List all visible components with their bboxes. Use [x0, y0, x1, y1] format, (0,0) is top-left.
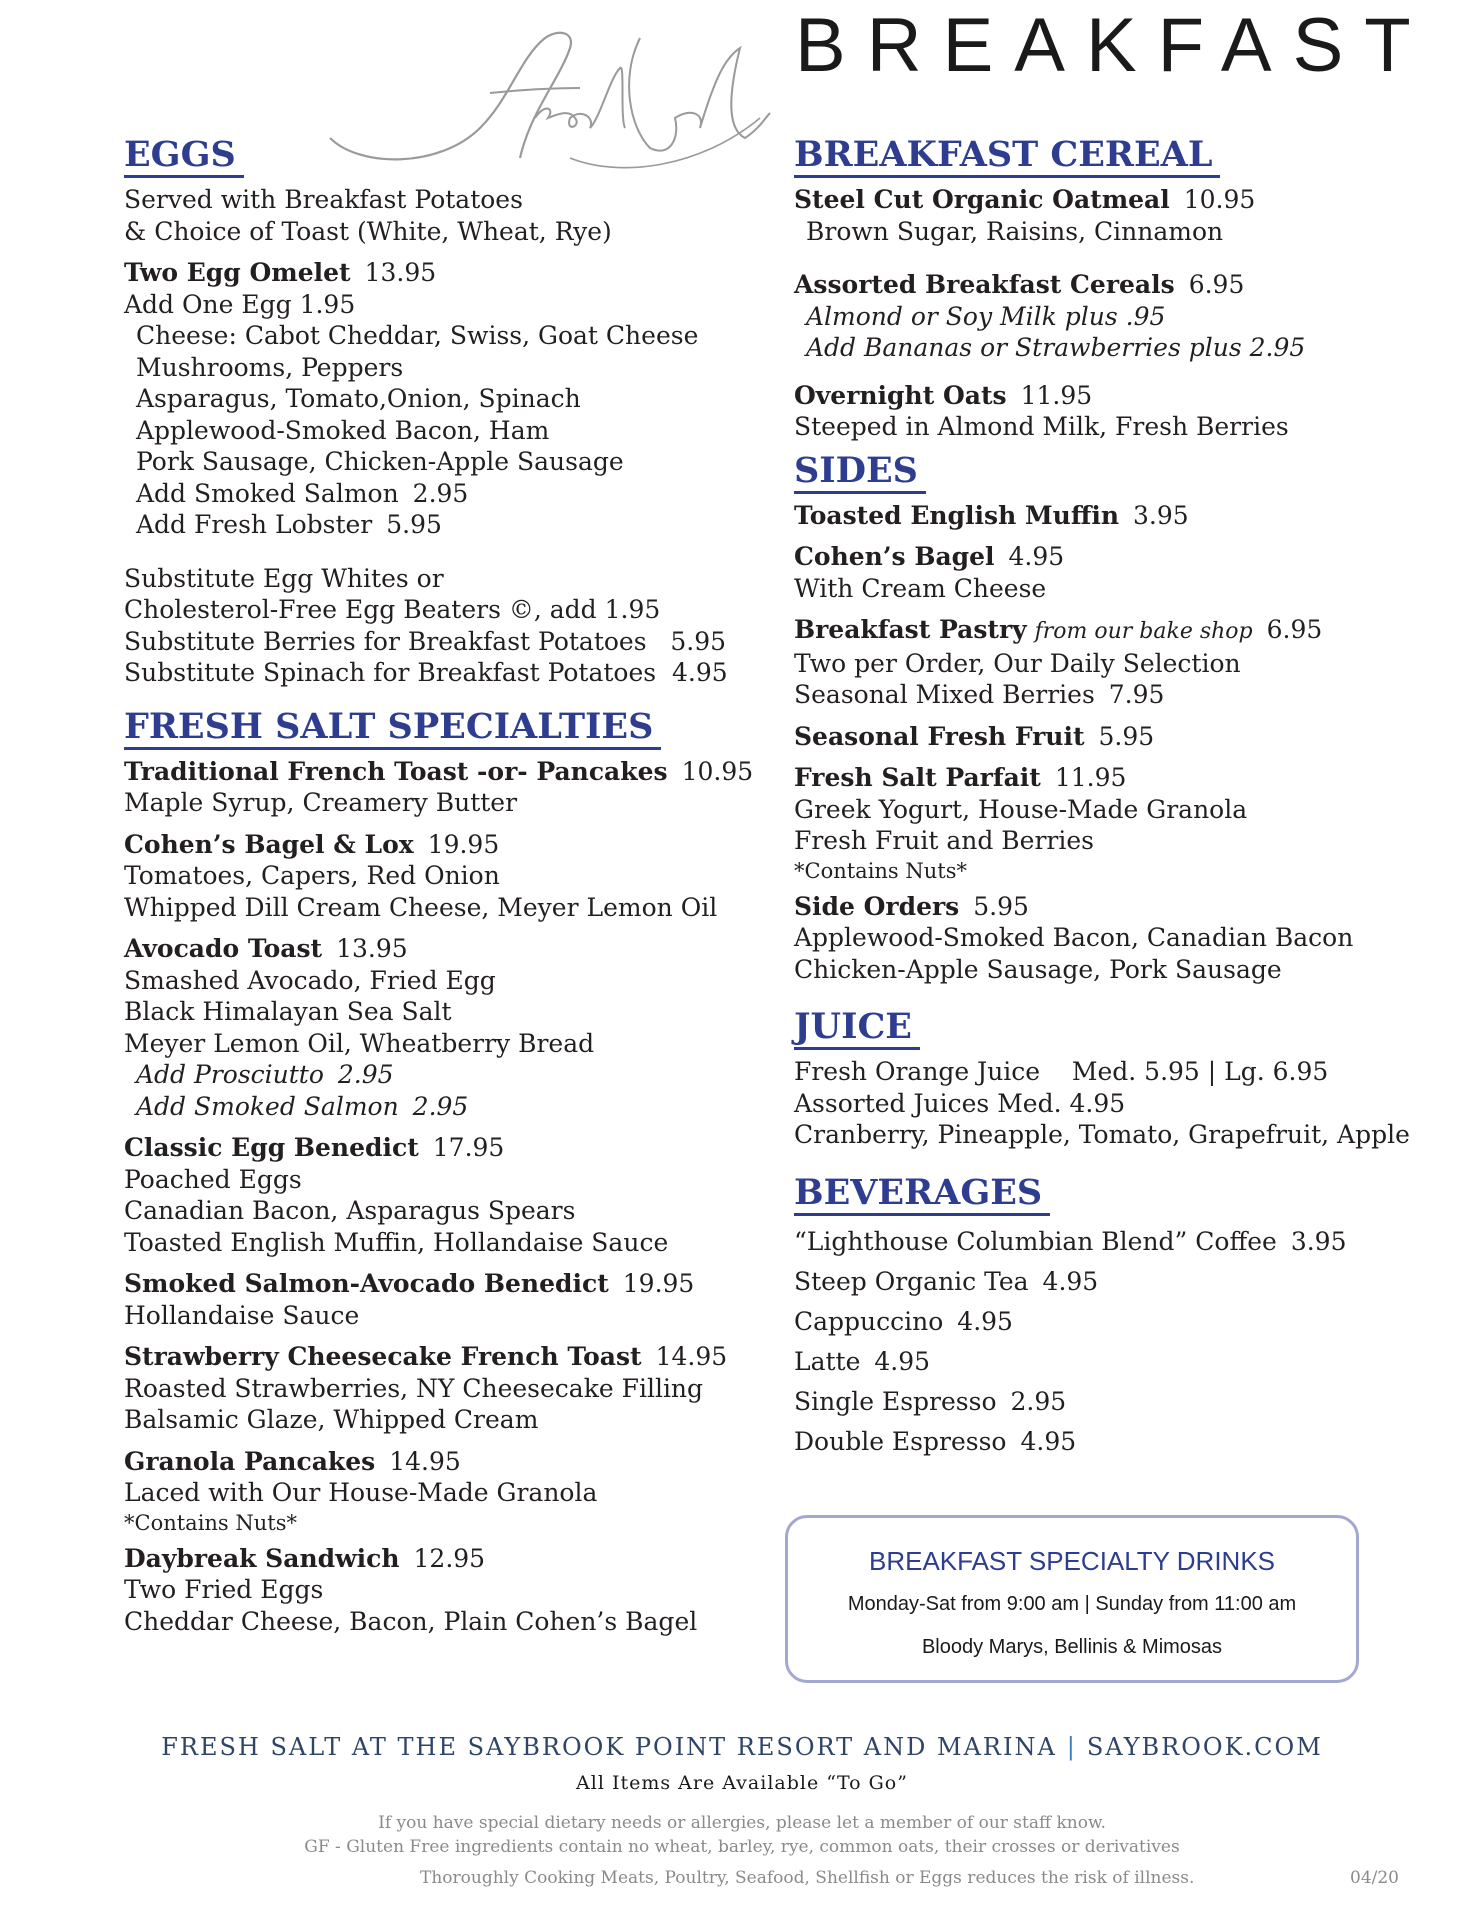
venue-name: FRESH SALT AT THE SAYBROOK POINT RESORT AND MARINA: [161, 1733, 1057, 1761]
item-description: Whipped Dill Cream Cheese, Meyer Lemon Oil: [124, 892, 718, 922]
website-link[interactable]: SAYBROOK.COM: [1086, 1733, 1323, 1761]
gluten-free-note: GF - Gluten Free ingredients contain no wheat, barley, rye, common oats, their crosses or derivatives: [304, 1837, 1180, 1857]
item-addon: Add Smoked Salmon 2.95: [136, 1091, 469, 1121]
menu-item-breakfast-pastry: Breakfast Pastry from our bake shop 6.95: [794, 615, 1323, 644]
item-description: Meyer Lemon Oil, Wheatberry Bread: [124, 1028, 595, 1058]
section-title-specialties: FRESH SALT SPECIALTIES: [124, 707, 661, 750]
item-description: Smashed Avocado, Fried Egg: [124, 965, 496, 995]
menu-item-english-muffin: Toasted English Muffin 3.95: [794, 500, 1189, 530]
left-column: [124, 135, 764, 1637]
footer-venue-line: [0, 1733, 1484, 1761]
menu-item-cereals: Assorted Breakfast Cereals 6.95: [794, 270, 1245, 299]
item-description: Fresh Fruit and Berries: [794, 826, 1094, 855]
substitute-line: Substitute Berries for Breakfast Potatoes 5.95: [124, 626, 727, 656]
juice-line: Fresh Orange Juice Med. 5.95 | Lg. 6.95: [794, 1057, 1329, 1086]
substitute-line: Substitute Spinach for Breakfast Potatoes 4.95: [124, 658, 728, 687]
right-column: [794, 134, 1410, 1462]
item-description: Laced with Our House-Made Granola: [124, 1478, 598, 1507]
allergy-note: *Contains Nuts*: [794, 858, 968, 883]
item-option: Almond or Soy Milk plus .95: [806, 301, 1166, 331]
menu-item-bagel-lox: Cohen’s Bagel & Lox 19.95: [124, 829, 500, 859]
substitute-line: Substitute Egg Whites or: [124, 563, 444, 593]
food-safety-note: Thoroughly Cooking Meats, Poultry, Seafood, Shellfish or Eggs reduces the risk of illness.: [420, 1868, 1195, 1888]
to-go-note: All Items Are Available “To Go”: [576, 1772, 908, 1794]
specialty-drinks-list: Bloody Marys, Bellinis & Mimosas: [921, 1636, 1223, 1658]
allergy-note: *Contains Nuts*: [124, 1510, 298, 1535]
item-description: Two per Order, Our Daily Selection: [794, 648, 1241, 678]
section-title-eggs: EGGS: [124, 135, 244, 178]
juice-line: Cranberry, Pineapple, Tomato, Grapefruit, Apple: [794, 1120, 1410, 1149]
beverage-item: Cappuccino 4.95: [794, 1306, 1013, 1336]
section-title-beverages: BEVERAGES: [794, 1173, 1050, 1216]
add-fresh-lobster: Add Fresh Lobster 5.95: [136, 510, 442, 539]
seasonal-mixed-berries: Seasonal Mixed Berries 7.95: [794, 680, 1165, 709]
eggs-intro-line: & Choice of Toast (White, Wheat, Rye): [124, 216, 612, 246]
beverage-item: Latte 4.95: [794, 1346, 931, 1376]
menu-item-avocado-toast: Avocado Toast 13.95: [124, 934, 408, 963]
menu-item-parfait: Fresh Salt Parfait 11.95: [794, 763, 1127, 792]
specialty-drinks-title: BREAKFAST SPECIALTY DRINKS: [868, 1546, 1276, 1576]
omelet-option: Cheese: Cabot Cheddar, Swiss, Goat Cheese: [136, 321, 699, 350]
section-title-juice: JUICE: [794, 1007, 920, 1050]
menu-item-fresh-fruit: Seasonal Fresh Fruit 5.95: [794, 721, 1155, 751]
section-title-sides: SIDES: [794, 451, 926, 494]
page-title: BREAKFAST: [795, 3, 1432, 88]
omelet-option: Applewood-Smoked Bacon, Ham: [136, 415, 550, 445]
item-description: Cheddar Cheese, Bacon, Plain Cohen’s Bagel: [124, 1606, 698, 1636]
item-addon: Add Prosciutto 2.95: [136, 1060, 394, 1089]
item-description: Steeped in Almond Milk, Fresh Berries: [794, 412, 1289, 441]
beverage-item: Steep Organic Tea 4.95: [794, 1266, 1099, 1296]
item-price: 13.95: [364, 258, 437, 287]
item-description: Balsamic Glaze, Whipped Cream: [124, 1405, 539, 1434]
item-description: Tomatoes, Capers, Red Onion: [124, 861, 500, 890]
footer-separator: |: [1066, 1733, 1077, 1761]
item-description: Two Fried Eggs: [124, 1575, 324, 1604]
specialty-drinks-hours: Monday-Sat from 9:00 am | Sunday from 11:00 am: [847, 1593, 1297, 1615]
item-description: Applewood-Smoked Bacon, Canadian Bacon: [794, 923, 1354, 952]
logo-text: Fresh Salt: [320, 18, 326, 19]
item-description: With Cream Cheese: [794, 573, 1047, 603]
item-description: Hollandaise Sauce: [124, 1300, 360, 1330]
omelet-option: Pork Sausage, Chicken-Apple Sausage: [136, 447, 624, 476]
beverage-item: Single Espresso 2.95: [794, 1386, 1067, 1416]
item-description: Poached Eggs: [124, 1164, 302, 1194]
item-name: Two Egg Omelet: [124, 258, 351, 287]
menu-item-cohens-bagel: Cohen’s Bagel 4.95: [794, 542, 1065, 571]
eggs-intro-line: Served with Breakfast Potatoes: [124, 185, 523, 214]
beverage-item: “Lighthouse Columbian Blend” Coffee 3.95: [794, 1226, 1347, 1256]
specialty-drinks-box: [785, 1515, 1359, 1683]
menu-item-daybreak-sandwich: Daybreak Sandwich 12.95: [124, 1543, 486, 1573]
item-description: Greek Yogurt, House-Made Granola: [794, 794, 1248, 824]
beverage-item: Double Espresso 4.95: [794, 1426, 1077, 1456]
menu-date: 04/20: [1350, 1868, 1399, 1888]
item-description: Black Himalayan Sea Salt: [124, 997, 452, 1026]
juice-line: Assorted Juices Med. 4.95: [794, 1088, 1126, 1118]
menu-item-salmon-benedict: Smoked Salmon-Avocado Benedict 19.95: [124, 1269, 695, 1298]
menu-item-cheesecake-french-toast: Strawberry Cheesecake French Toast 14.95: [124, 1342, 728, 1371]
substitute-line: Cholesterol-Free Egg Beaters ©, add 1.95: [124, 595, 661, 624]
menu-item-side-orders: Side Orders 5.95: [794, 891, 1029, 921]
item-description: Maple Syrup, Creamery Butter: [124, 788, 518, 817]
item-description: Toasted English Muffin, Hollandaise Sauce: [124, 1227, 669, 1257]
menu-item-overnight-oats: Overnight Oats 11.95: [794, 380, 1093, 410]
add-one-egg: Add One Egg 1.95: [124, 289, 356, 319]
menu-item-french-toast: Traditional French Toast -or- Pancakes 10.95: [124, 756, 754, 786]
menu-item-granola-pancakes: Granola Pancakes 14.95: [124, 1446, 461, 1476]
dietary-note: If you have special dietary needs or allergies, please let a member of our staff know.: [378, 1813, 1106, 1833]
item-description: Roasted Strawberries, NY Cheesecake Filling: [124, 1373, 704, 1403]
menu-item-omelet: [124, 257, 764, 289]
item-description: Brown Sugar, Raisins, Cinnamon: [806, 216, 1224, 246]
item-description: Chicken-Apple Sausage, Pork Sausage: [794, 954, 1282, 984]
omelet-option: Asparagus, Tomato,Onion, Spinach: [136, 384, 581, 413]
add-smoked-salmon: Add Smoked Salmon 2.95: [136, 478, 469, 508]
menu-item-egg-benedict: Classic Egg Benedict 17.95: [124, 1133, 505, 1162]
item-description: Canadian Bacon, Asparagus Spears: [124, 1196, 576, 1225]
omelet-option: Mushrooms, Peppers: [136, 352, 404, 382]
item-option: Add Bananas or Strawberries plus 2.95: [806, 333, 1306, 362]
section-title-cereal: BREAKFAST CEREAL: [794, 135, 1220, 178]
menu-item-oatmeal: Steel Cut Organic Oatmeal 10.95: [794, 185, 1256, 214]
